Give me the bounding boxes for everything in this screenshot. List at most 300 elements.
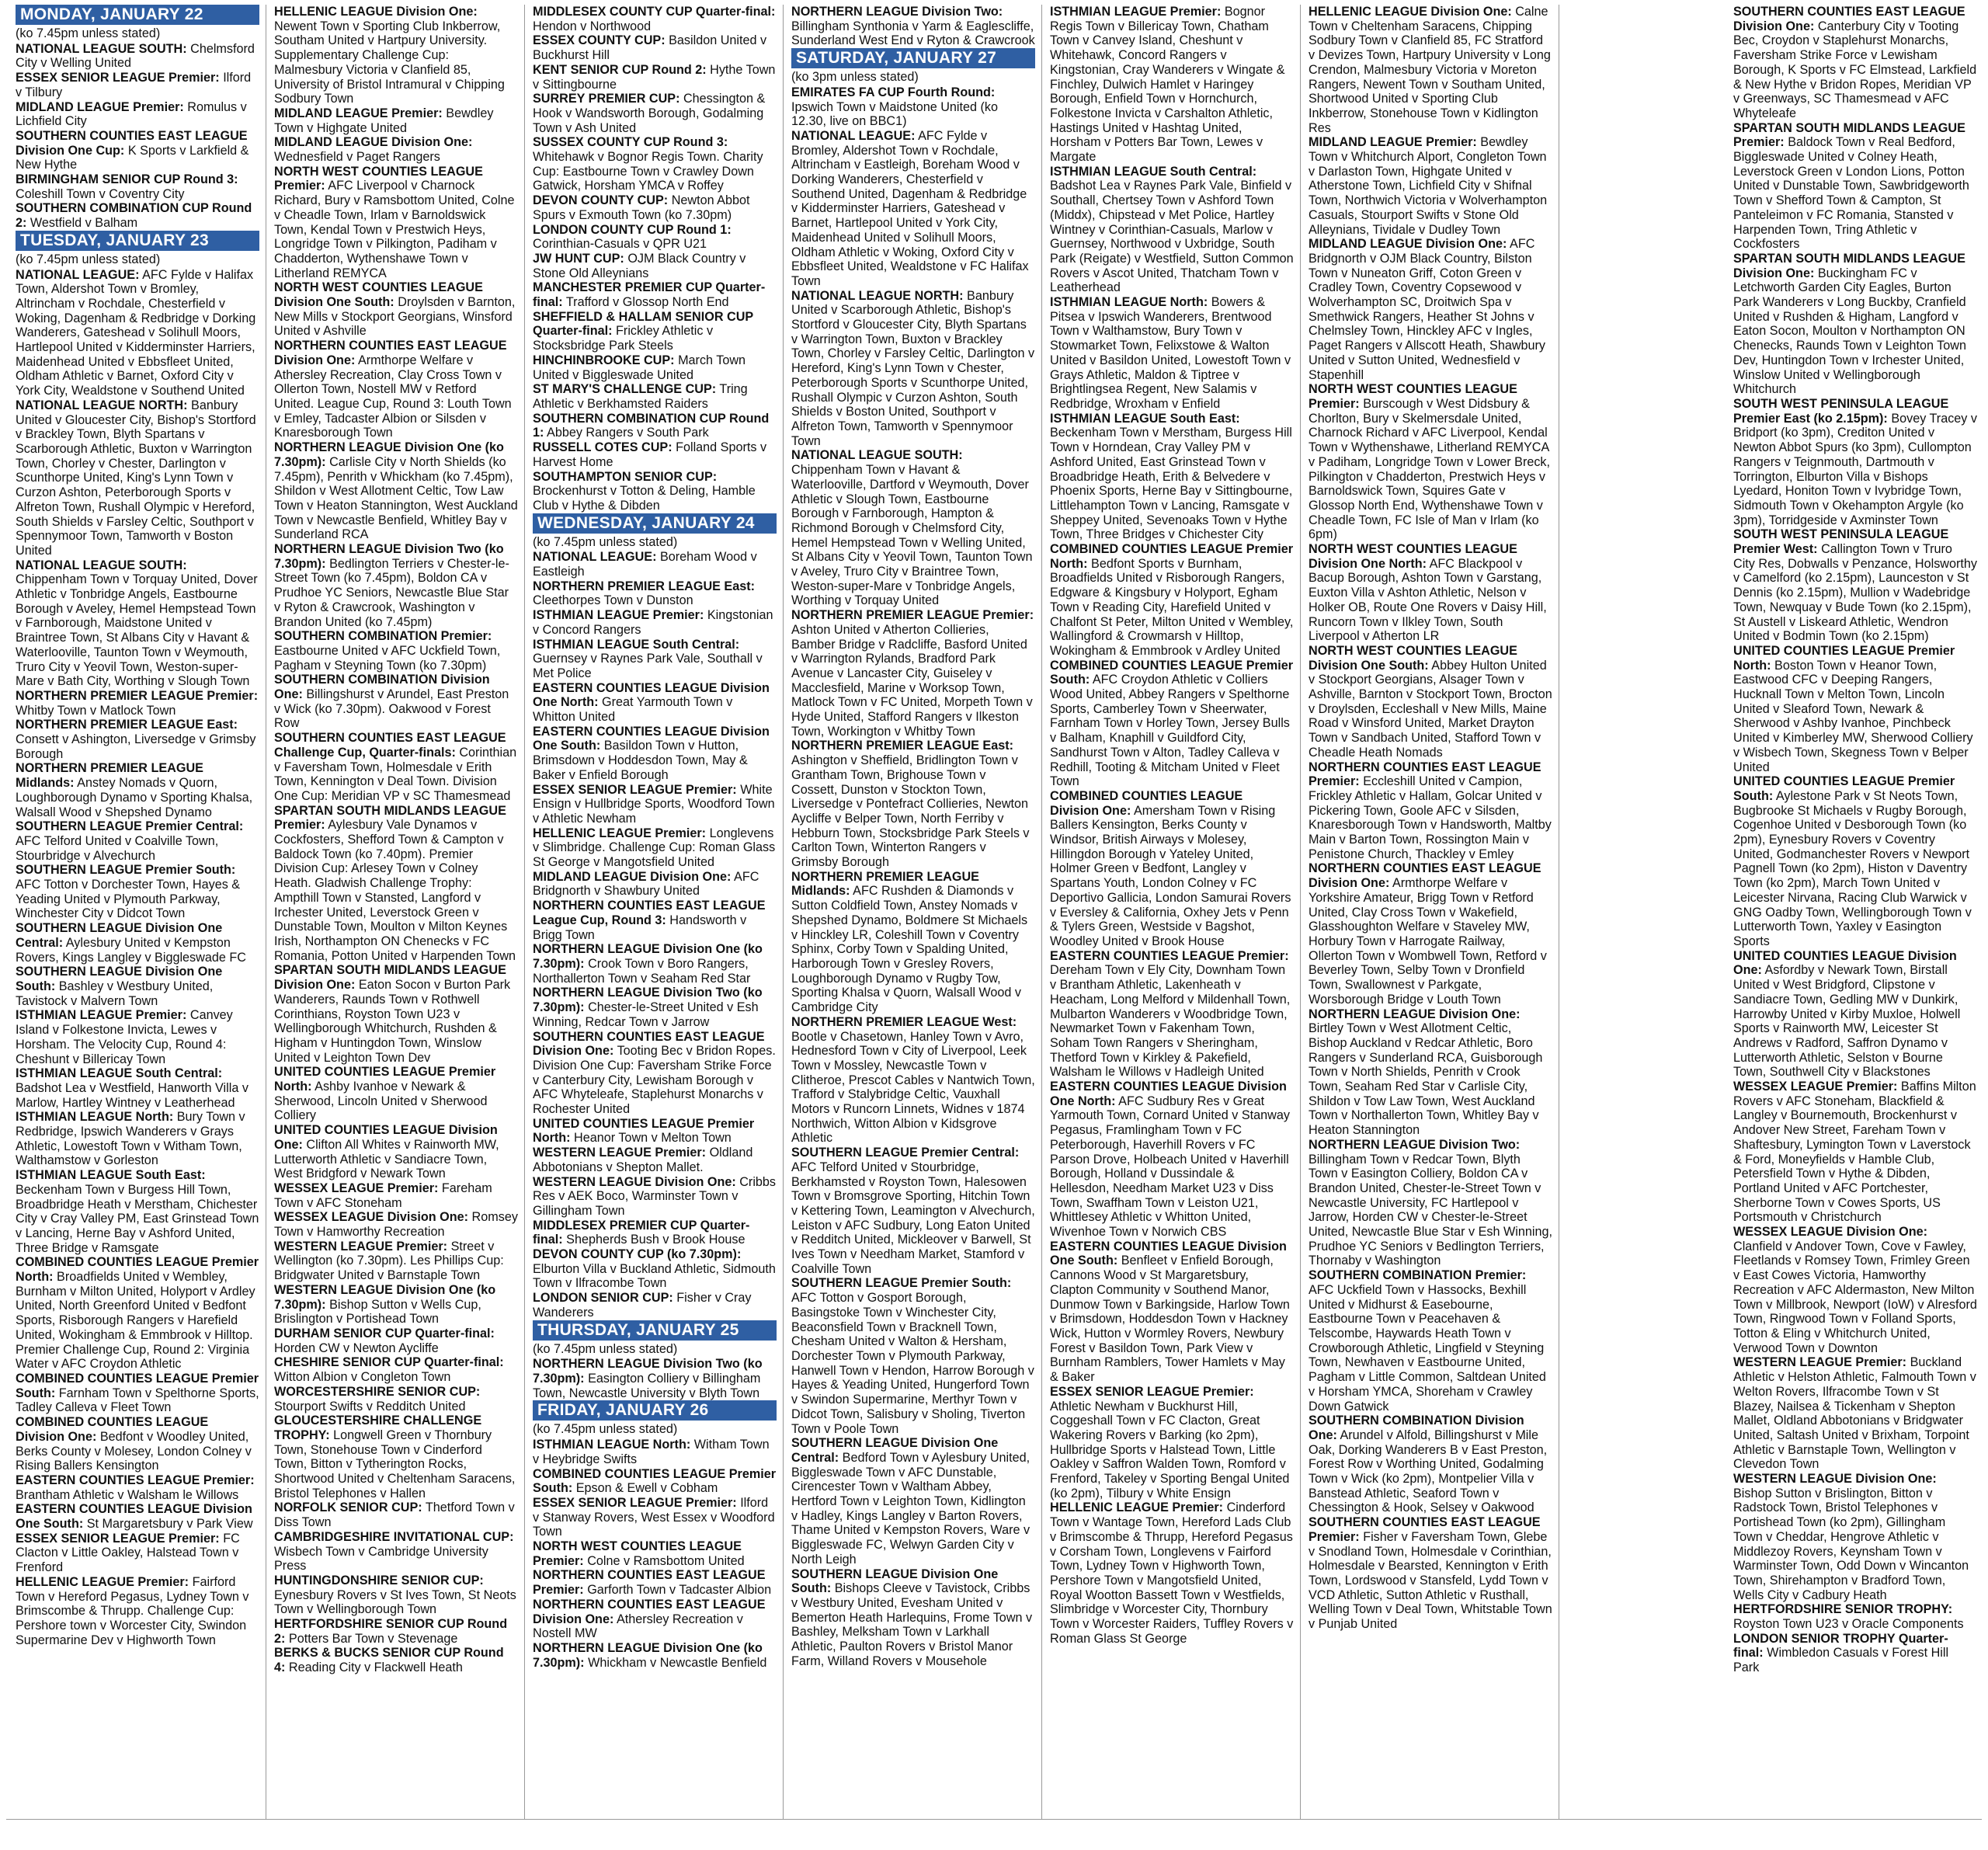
fixture-entry xyxy=(533,899,777,942)
league-name: NATIONAL LEAGUE SOUTH: xyxy=(16,558,187,572)
league-name: ISTHMIAN LEAGUE North: xyxy=(1050,295,1208,310)
league-name: SOUTHERN LEAGUE Division One South: xyxy=(791,1567,999,1596)
fixture-entry xyxy=(16,1008,259,1066)
fixture-list: Bootle v Chasetown, Hanley Town v Avro, Hednesford Town v City of Liverpool, Leek Town v Mossley, Newcastle Town v Clitheroe, Prescot Cables v Nantwich Town, Trafford v Stalybridge Celtic, Vauxhall Motors v Runcorn Linnets, Widnes v 1874 Northwich, Witton Albion v Kidsgrove Athletic xyxy=(791,1029,1035,1146)
league-name: NORTHERN LEAGUE Division One (ko 7.30pm): xyxy=(274,440,504,469)
fixture-list: Beckenham Town v Merstham, Burgess Hill Town v Horndean, Cray Valley PM v Ashford United, East Grinstead Town v Broadbridge Heath, Erith & Belvedere v Phoenix Sports, Herne Bay v Sittingbourne, Littlehampton Town v Lancing, Ramsgate v Sheppey United, Sevenoaks Town v Hythe Town, Three Bridges v Chichester City xyxy=(1050,426,1293,542)
fixture-entry xyxy=(1309,1138,1552,1268)
league-name: SOUTH WEST PENINSULA LEAGUE Premier East (ko 2.15pm): xyxy=(1733,396,1949,426)
league-name: ISTHMIAN LEAGUE Premier: xyxy=(1050,5,1222,19)
league-name: SOUTHERN COMBINATION Division One: xyxy=(274,673,490,702)
league-name: SUSSEX COUNTY CUP Round 3: xyxy=(533,135,728,150)
fixture-list: Aylesbury United v Kempston Rovers, Kings Langley v Biggleswade FC xyxy=(16,935,246,965)
fixture-list: Eaton Socon v Burton Park Wanderers, Raunds Town v Rothwell Corinthians, Royston Town U23 v Wellingborough Whitchurch, Rushden & Higham v Huntingdon Town, Winslow United v Leighton Town Dev xyxy=(274,978,511,1065)
day-heading: SATURDAY, JANUARY 27 xyxy=(791,48,1035,68)
fixture-list: Boston Town v Heanor Town, Eastwood CFC v Deeping Rangers, Hucknall Town v Melton Town, Lincoln United v Sleaford Town, Newark & Sherwood v Ashby Ivanhoe, Pinchbeck United v Kimberley MW, Sherwood Colliery v Wisbech Town, Skegness Town v Belper United xyxy=(1733,658,1973,774)
league-name: COMBINED COUNTIES LEAGUE Premier North: xyxy=(1050,542,1294,571)
fixture-list: AFC Fylde v Halifax Town, Aldershot Town v Bromley, Altrincham v Rochdale, Chesterfield v Woking, Dagenham & Redbridge v Dorking Wanderers, Gateshead v Solihull Moors, Hartlepool United v Kidderminster Harriers, Maidenhead United v Ebbsfleet United, Oldham Athletic v Barnet, Oxford City v York City, Wealdstone v Southend United xyxy=(16,267,256,398)
fixture-entry xyxy=(274,165,518,281)
league-name: NORTH WEST COUNTIES LEAGUE Division One South: xyxy=(1309,643,1517,673)
league-name: NORTHERN PREMIER LEAGUE Premier: xyxy=(16,688,259,703)
league-name: NORTH WEST COUNTIES LEAGUE Premier: xyxy=(274,164,483,193)
league-name: ST MARY'S CHALLENGE CUP: xyxy=(533,382,717,397)
league-name: WESSEX LEAGUE Division One: xyxy=(274,1210,469,1225)
fixture-entry xyxy=(533,1598,777,1641)
league-name: SURREY PREMIER CUP: xyxy=(533,92,680,106)
fixture-list: AFC Uckfield Town v Hassocks, Bexhill United v Midhurst & Easebourne, Eastbourne Town v Peacehaven & Telscombe, Haywards Heath Town v Crowborough Athletic, Lingfield v Steyning Town, Newhaven v Eastbourne United, Pagham v Little Common, Saltdean United v Horsham YMCA, Shoreham v Crawley Down Gatwick xyxy=(1309,1282,1546,1414)
fixture-list: Eastbourne United v AFC Uckfield Town, Pagham v Steyning Town (ko 7.30pm) xyxy=(274,643,501,673)
fixtures-column-4 xyxy=(791,5,1035,1668)
league-name: SOUTHERN COUNTIES EAST LEAGUE Premier: xyxy=(1309,1515,1541,1544)
fixture-list: Chelmsford City v Welling United xyxy=(16,41,255,71)
fixture-list: Asfordby v Newark Town, Birstall United v West Bridgford, Clipstone v Sandiacre Town, Gedling MW v Dunkirk, Harrowby United v Kirby Muxloe, Holwell Sports v Rainworth MW, Leicester St Andrews v Radford, Saffron Dynamo v Lutterworth Athletic, Selston v Bourne Town, Southwell City v Blackstones xyxy=(1733,963,1961,1080)
league-name: SOUTHAMPTON SENIOR CUP: xyxy=(533,469,718,484)
fixture-list: Oldland Abbotonians v Shepton Mallet. xyxy=(533,1146,753,1174)
fixture-list: Epson & Ewell v Cobham xyxy=(575,1481,718,1496)
fixture-list: Basildon United v Buckhurst Hill xyxy=(533,33,767,63)
league-name: NATIONAL LEAGUE: xyxy=(16,267,140,282)
fixture-list: Great Yarmouth Town v Whitton United xyxy=(533,695,733,725)
fixture-entry xyxy=(533,1117,777,1146)
fixture-entry xyxy=(1050,1240,1294,1385)
fixtures-column-1 xyxy=(16,5,259,1647)
fixture-list: Dereham Town v Ely City, Downham Town v Brantham Athletic, Lakenheath v Heacham, Long Melford v Mildenhall Town, Mulbarton Wanderers v Woodbridge Town, Newmarket Town v Fakenham Town, Soham Town Rangers v Sheringham, Thetford Town v Kirkley & Pakefield, Walsham le Willows v Hadleigh United xyxy=(1050,963,1291,1080)
fixture-entry xyxy=(533,1146,777,1174)
league-name: NATIONAL LEAGUE NORTH: xyxy=(791,288,964,303)
league-name: UNITED COUNTIES LEAGUE Premier South: xyxy=(1733,774,1955,803)
fixture-list: Aylestone Park v St Neots Town, Bugbrooke St Michaels v Rugby Borough, Cogenhoe United v Desborough Town (ko 2pm), Eynesbury Rovers v Coventry United, Godmanchester Rovers v Newport Pagnell Town (ko 2pm), Histon v Daventry Town (ko 2pm), March Town United v Leicester Nirvana, Racing Club Warwick v GNG Oadby Town, Wellingborough Town v Lutterworth Town, Yaxley v Easington Sports xyxy=(1733,788,1972,948)
fixture-list: Farnham Town v Spelthorne Sports, Tadley Calleva v Fleet Town xyxy=(16,1386,259,1415)
fixture-list: Wednesfield v Paget Rangers xyxy=(274,150,440,165)
fixture-entry xyxy=(1050,542,1294,659)
league-name: SOUTHERN LEAGUE Division One Central: xyxy=(791,1436,999,1465)
fixture-list: Corinthian v Faversham Town, Holmesdale v Erith Town, Kennington v Deal Town. Division One Cup: Meridian VP v SC Thamesmead xyxy=(274,745,517,803)
league-name: SOUTHERN LEAGUE Premier South: xyxy=(16,863,236,878)
fixture-entry xyxy=(1050,412,1294,542)
fixture-entry xyxy=(1733,1472,1977,1602)
league-name: NATIONAL LEAGUE: xyxy=(533,550,657,565)
fixture-entry xyxy=(1309,1515,1552,1632)
league-name: MIDLAND LEAGUE Division One: xyxy=(533,869,732,884)
league-name: CAMBRIDGESHIRE INVITATIONAL CUP: xyxy=(274,1529,514,1544)
league-name: MIDLAND LEAGUE Division One: xyxy=(1309,237,1507,252)
fixture-list: Chester-le-Street United v Esh Winning, Redcar Town v Jarrow xyxy=(533,1000,759,1029)
column-separator xyxy=(1300,5,1301,1819)
fixture-list: AFC Bridgnorth v Shawbury United xyxy=(533,869,759,899)
fixture-entry xyxy=(16,1575,259,1648)
fixture-entry xyxy=(533,1568,777,1597)
fixture-list: Canterbury City v Tooting Bec, Croydon v Staplehurst Monarchs, Faversham Strike Force v Lewisham Borough, K Sports v FC Elmstead, Larkfield & New Hythe v Bridon Ropes, Meridian VP v Greenways, SC Thamesmead v AFC Whyteleafe xyxy=(1733,19,1977,120)
fixture-entry xyxy=(16,718,259,761)
fixture-entry xyxy=(533,382,777,411)
fixture-entry xyxy=(274,106,518,135)
fixture-entry xyxy=(1733,527,1977,644)
fixture-entry xyxy=(533,942,777,986)
fixture-list: Armthorpe Welfare v Yorkshire Amateur, Brigg Town v Retford United, Clay Cross Town v Wakefield, Glasshoughton Welfare v Staveley MW, Horbury Town v Harrogate Railway, Ollerton Town v Wombwell Town, Retford v Beverley Town, Selby Town v Dronfield Town, Swallownest v Parkgate, Worsborough Bridge v Louth Town xyxy=(1309,876,1547,1007)
fixture-list: Callington Town v Truro City Res, Dobwalls v Penzance, Holsworthy v Camelford (ko 2.15pm), Launceston v St Dennis (ko 2.15pm), Mullion v Wadebridge Town, Newquay v Bude Town (ko 2.15pm), St Austell v Liskeard Athletic, Wendron United v Bodmin Town (ko 2.15pm) xyxy=(1733,542,1977,644)
fixtures-column-6 xyxy=(1309,5,1552,1632)
fixture-list: Longlevens v Slimbridge. Challenge Cup: Roman Glass St George v Mangotsfield United xyxy=(533,826,776,870)
fixture-list: Corinthian-Casuals v QPR U21 xyxy=(533,237,707,252)
fixture-entry xyxy=(16,398,259,558)
fixture-entry xyxy=(533,33,777,62)
league-name: NORTHERN LEAGUE Division Two: xyxy=(791,5,1003,19)
fixture-entry xyxy=(16,42,259,71)
fixture-entry xyxy=(274,1646,518,1674)
league-name: COMBINED COUNTIES LEAGUE Division One: xyxy=(1050,788,1243,818)
fixture-list: AFC Croydon Athletic v Colliers Wood United, Abbey Rangers v Spelthorne Sports, Camberley Town v Sheerwater, Farnham Town v Horley Town, Jersey Bulls v Balham, Knaphill v Guildford City, Sandhurst Town v Alton, Tadley Calleva v Redhill, Tooting & Mitcham United v Fleet Town xyxy=(1050,673,1290,789)
league-name: NORTHERN PREMIER LEAGUE Premier: xyxy=(791,608,1034,623)
fixture-entry xyxy=(1050,1385,1294,1501)
fixture-list: Whickham v Newcastle Benfield xyxy=(588,1655,767,1670)
fixture-entry xyxy=(274,1283,518,1327)
league-name: EMIRATES FA CUP Fourth Round: xyxy=(791,85,996,99)
fixture-list: Witton Albion v Congleton Town xyxy=(274,1370,451,1385)
league-name: ISTHMIAN LEAGUE North: xyxy=(16,1110,174,1125)
league-name: COMBINED COUNTIES LEAGUE Premier South: xyxy=(533,1466,777,1496)
league-name: ISTHMIAN LEAGUE South Central: xyxy=(533,637,740,652)
fixture-entry xyxy=(1309,861,1552,1007)
fixture-entry xyxy=(1733,1225,1977,1355)
fixture-list: Ashby Ivanhoe v Newark & Sherwood, Lincoln United v Sherwood Colliery xyxy=(274,1080,488,1123)
league-name: SPARTAN SOUTH MIDLANDS LEAGUE Division One: xyxy=(274,963,506,993)
league-name: NORTHERN COUNTIES EAST LEAGUE Division One: xyxy=(533,1597,766,1626)
fixture-entry xyxy=(1050,295,1294,412)
fixture-list: Anstey Nomads v Quorn, Loughborough Dynamo v Sporting Khalsa, Walsall Wood v Shepshed Dynamo xyxy=(16,776,253,819)
league-name: SOUTHERN COMBINATION CUP Round 1: xyxy=(533,411,770,440)
league-name: HERTFORDSHIRE SENIOR CUP Round 2: xyxy=(274,1617,508,1646)
fixture-list: Abbey Rangers v South Park xyxy=(547,426,709,440)
league-name: SPARTAN SOUTH MIDLANDS LEAGUE Premier: xyxy=(274,803,506,833)
fixture-list: Ipswich Town v Maidstone United (ko 12.30, live on BBC1) xyxy=(791,99,999,129)
fixture-list: Brockenhurst v Totton & Deling, Hamble Club v Hythe & Dibden xyxy=(533,484,756,513)
fixture-list: Bishop Sutton v Wells Cup, Brislington v Portishead Town xyxy=(274,1297,481,1327)
fixture-list: Bedford Town v Aylesbury United, Biggleswade Town v AFC Dunstable, Cirencester Town v Waltham Abbey, Hertford Town v Leighton Town, Kidlington v Hadley, Kings Langley v Barton Rovers, Thame United v Kempston Rovers, Ware v Biggleswade FC, Welwyn Garden City v North Leigh xyxy=(791,1450,1030,1567)
fixture-entry xyxy=(1733,5,1977,121)
fixture-list: Calne Town v Cheltenham Saracens, Chipping Sodbury Town v Clanfield 85, FC Stratford v Devizes Town, Hartpury University v Long Crendon, Malmesbury Victoria v Moreton Rangers, Newent Town v Southam United, Shortwood United v Sporting Club Inkberrow, Stonehouse Town v Kidlington Res xyxy=(1309,5,1551,135)
fixture-entry xyxy=(533,579,777,608)
fixture-entry xyxy=(1309,1414,1552,1515)
fixture-entry xyxy=(274,1210,518,1239)
league-name: ESSEX SENIOR LEAGUE Premier: xyxy=(16,1531,220,1546)
league-name: SHEFFIELD & HALLAM SENIOR CUP Quarter-final: xyxy=(533,309,753,339)
fixture-entry xyxy=(791,5,1035,48)
league-name: HUNTINGDONSHIRE SENIOR CUP: xyxy=(274,1573,484,1587)
league-name: SOUTHERN COMBINATION Division One: xyxy=(1309,1414,1524,1442)
fixture-list: AFC Rushden & Diamonds v Sutton Coldfield Town, Anstey Nomads v Shepshed Dynamo, Boldmere St Michaels v Hinckley LR, Coleshill Town v Coventry Sphinx, Corby Town v Spalding United, Harborough Town v Gresley Rovers, Loughborough Dynamo v Rugby Tow, Sporting Khalsa v Quorn, Walsall Wood v Cambridge City xyxy=(791,884,1028,1015)
fixture-entry xyxy=(274,804,518,964)
fixture-list: Bishop Sutton v Brislington, Bitton v Radstock Town, Bristol Telephones v Portishead Town (ko 2pm), Gillingham Town v Cheddar, Hengrove Athletic v Middlezoy Rovers, Keynsham Town v Warminster Town, Odd Down v Wincanton Town, Shirehampton v Bradford Town, Wells City v Cadbury Heath xyxy=(1733,1486,1969,1602)
fixture-entry xyxy=(16,921,259,965)
fixture-list: Romulus v Lichfield City xyxy=(16,99,247,129)
fixture-list: Handsworth v Brigg Town xyxy=(533,913,747,942)
fixture-entry xyxy=(1309,1007,1552,1138)
fixture-list: Bishops Cleeve v Tavistock, Cribbs v Westbury United, Evesham United v Bemerton Heath Harlequins, Frome Town v Bashley, Melksham Town v Larkhall Athletic, Paulton Rovers v Bristol Manor Farm, Willand Rovers v Mousehole xyxy=(791,1581,1033,1668)
fixture-list: Broadfields United v Wembley, Burnham v Milton United, Holyport v Ardley United, North Greenford United v Bedfont Sports, Risborough Rangers v Harefield United, Wokingham & Emmbrook v Hilltop. Premier Challenge Cup, Round 2: Virginia Water v AFC Croydon Athletic xyxy=(16,1270,255,1372)
fixture-list: St Margaretsbury v Park View xyxy=(86,1517,253,1532)
fixture-list: Newton Abbot Spurs v Exmouth Town (ko 7.30pm) xyxy=(533,193,750,222)
league-name: NORFOLK SENIOR CUP: xyxy=(274,1501,422,1515)
league-name: MIDLAND LEAGUE Premier: xyxy=(1309,135,1477,150)
fixture-list: Fisher v Faversham Town, Glebe v Snodland Town, Holmesdale v Corinthian, Holmesdale v Bearsted, Kennington v Erith Town, Lordswood v Stansfeld, Lydd Town v VCD Athletic, Sutton Athletic v Rusthall, Welling Town v Deal Town, Whitstable Town v Punjab United xyxy=(1309,1529,1552,1632)
fixture-entry xyxy=(1309,1268,1552,1414)
fixture-list: Bewdley Town v Highgate United xyxy=(274,106,494,135)
fixture-list: Cleethorpes Town v Dunston xyxy=(533,593,693,608)
league-name: LONDON SENIOR CUP: xyxy=(533,1291,673,1306)
fixture-entry xyxy=(274,1065,518,1123)
fixture-list: Guernsey v Raynes Park Vale, Southall v Met Police xyxy=(533,652,763,680)
league-name: SOUTHERN COMBINATION Premier: xyxy=(1309,1268,1527,1283)
fixture-entry xyxy=(1309,644,1552,760)
league-name: NORTHERN PREMIER LEAGUE West: xyxy=(791,1014,1017,1029)
bottom-rule xyxy=(6,1819,1982,1820)
fixture-list: Brantham Athletic v Walsham le Willows xyxy=(16,1487,239,1502)
fixture-list: Ashton United v Atherton Collieries, Bamber Bridge v Radcliffe, Basford United v Warrington Rylands, Bradford Park Avenue v Lancaster City, Guiseley v Macclesfield, Marine v Worksop Town, Matlock Town v FC United, Morpeth Town v Hyde United, Stafford Rangers v Ilkeston Town, Workington v Whitby Town xyxy=(791,622,1033,739)
fixture-entry xyxy=(16,268,259,398)
fixture-list: Bedfont v Woodley United, Berks County v Molesey, London Colney v Rising Ballers Kensington xyxy=(16,1429,252,1473)
fixture-entry xyxy=(533,1357,777,1400)
fixture-list: Hythe Town v Sittingbourne xyxy=(533,62,776,92)
league-name: BIRMINGHAM SENIOR CUP Round 3: xyxy=(16,172,238,187)
fixture-list: Reading City v Flackwell Heath xyxy=(288,1660,463,1675)
fixture-list: Buckland Athletic v Helston Athletic, Falmouth Town v Welton Rovers, Ilfracombe Town v St Blazey, Nailsea & Tickenham v Shepton Mallet, Oldland Abbotonians v Bridgwater United, Saltash United v Brixham, Torpoint Athletic v Barnstaple Town, Wellington v Clevedon Town xyxy=(1733,1355,1976,1472)
fixture-list: K Sports v Larkfield & New Hythe xyxy=(16,143,249,172)
fixtures-column-7 xyxy=(1733,5,1977,1675)
league-name: HELLENIC LEAGUE Premier: xyxy=(533,826,707,840)
fixture-entry xyxy=(16,1532,259,1575)
fixture-entry xyxy=(16,689,259,718)
day-heading: THURSDAY, JANUARY 25 xyxy=(533,1320,777,1341)
fixture-list: Benfleet v Enfield Borough, Cannons Wood v St Margaretsbury, Clapton Community v Southend Manor, Dunmow Town v Barkingside, Harlow Town v Brimsdown, Hoddesdon Town v Hackney Wick, Hutton v Wormley Rovers, Newbury Forest v Basildon Town, Park View v Burnham Ramblers, Tower Hamlets v May & Baker xyxy=(1050,1254,1290,1385)
fixture-entry xyxy=(1050,789,1294,949)
league-name: ISTHMIAN LEAGUE Premier: xyxy=(533,608,704,623)
fixture-entry xyxy=(274,339,518,440)
fixture-list: Carlisle City v North Shields (ko 7.45pm), Penrith v Whickham (ko 7.45pm), Shildon v West Allotment Celtic, Tow Law Town v Heaton Stannington, West Auckland Town v Newcastle Benfield, Whitley Bay v Sunderland RCA xyxy=(274,454,518,542)
fixture-entry xyxy=(533,353,777,382)
fixture-list: AFC Bridgnorth v OJM Black Country, Bilston Town v Nuneaton Griff, Coton Green v Cradley Town, Coventry Copsewood v Wolverhampton SC, Droitwich Spa v Smethwick Rangers, Heather St Johns v Chelmsley Town, Hinckley AFC v Ingles, Paget Rangers v Allscott Heath, Shawbury United v Sutton United, Wednesfield v Stapenhill xyxy=(1309,237,1546,382)
day-heading: MONDAY, JANUARY 22 xyxy=(16,5,259,25)
fixture-entry xyxy=(16,1473,259,1502)
fixture-list: Elburton Villa v Buckland Athletic, Sidmouth Town v Ilfracombe Town xyxy=(533,1261,776,1291)
kickoff-note: (ko 7.45pm unless stated) xyxy=(16,252,161,266)
fixture-list: Badshot Lea v Westfield, Hanworth Villa v Marlow, Hartley Wintney v Leatherhead xyxy=(16,1080,248,1110)
fixture-list: Eynesbury Rovers v St Ives Town, St Neots Town v Wellingborough Town xyxy=(274,1587,516,1617)
fixture-entry xyxy=(274,542,518,629)
fixture-list: Romsey Town v Hamworthy Recreation xyxy=(274,1210,518,1240)
fixture-entry xyxy=(533,92,777,135)
league-name: SOUTHERN COUNTIES EAST LEAGUE Division One: xyxy=(533,1029,765,1059)
fixture-entry xyxy=(533,986,777,1029)
fixture-entry xyxy=(1733,1632,1977,1675)
fixture-entry xyxy=(274,440,518,542)
fixture-list: Hendon v Northwood xyxy=(533,19,652,33)
fixture-entry xyxy=(274,5,518,106)
fixture-list: Horden CW v Newton Aycliffe xyxy=(274,1341,439,1355)
fixture-list: Thetford Town v Diss Town xyxy=(274,1501,515,1530)
fixture-list: Westfield v Balham xyxy=(30,216,138,231)
league-name: NORTHERN LEAGUE Division One (ko 7.30pm): xyxy=(533,1640,763,1670)
league-name: LONDON SENIOR TROPHY Quarter-final: xyxy=(1733,1631,1948,1660)
fixture-list: Bedfont Sports v Burnham, Broadfields United v Risborough Rangers, Edgware & Kingsbury v Holyport, Egham Town v Reading City, Harefield United v Chalfont St Peter, Milton United v Wembley, Wallingford & Crowmarsh v Hilltop, Wokingham & Emmbrook v Ardley United xyxy=(1050,556,1294,658)
fixture-list: Badshot Lea v Raynes Park Vale, Binfield v Southall, Chertsey Town v Ashford Town (Middx), Chipstead v Met Police, Hartley Wintney v Corinthian-Casuals, Marlow v Guernsey, Northwood v Uxbridge, South Park (Reigate) v Westfield, Sutton Common Rovers v Ascot United, Thatcham Town v Leatherhead xyxy=(1050,179,1294,295)
league-name: ISTHMIAN LEAGUE South Central: xyxy=(16,1066,223,1081)
fixture-entry xyxy=(1050,1080,1294,1240)
league-name: BERKS & BUCKS SENIOR CUP Round 4: xyxy=(274,1646,504,1675)
fixture-list: AFC Sudbury Res v Great Yarmouth Town, Cornard United v Stanway Pegasus, Framlingham Town v FC Peterborough, Haverhill Rovers v FC Parson Drove, Holbeach United v Haverhill Borough, Holland v Dussindale & Hellesdon, Needham Market U23 v Diss Town, Swaffham Town v Leiston U21, Whittlesey Athletic v Whitton United, Wivenhoe Town v Norwich CBS xyxy=(1050,1094,1290,1240)
fixture-entry xyxy=(1050,949,1294,1080)
fixture-list: Longwell Green v Thornbury Town, Stonehouse Town v Cinderford Town, Bitton v Tytherington Rocks, Shortwood United v Cheltenham Saracens, Bristol Telephones v Hallen xyxy=(274,1427,516,1501)
league-name: WESSEX LEAGUE Division One: xyxy=(1733,1225,1928,1240)
day-heading: FRIDAY, JANUARY 26 xyxy=(533,1400,777,1421)
fixture-list: Aylesbury Vale Dynamos v Cockfosters, Shefford Town & Campton v Baldock Town (ko 7.40pm). Premier Division Cup: Arlesey Town v Colney Heath. Gladwish Challenge Trophy: Ampthill Town v Stansted, Langford v Irchester United, Leverstock Green v Dunstable Town, Moulton v Milton Keynes Irish, Northampton ON Chenecks v FC Romania, Potton United v Harpenden Town xyxy=(274,818,516,963)
kickoff-note: (ko 7.45pm unless stated) xyxy=(533,1422,678,1437)
fixture-list: Folland Sports v Harvest Home xyxy=(533,440,767,469)
fixtures-column-3 xyxy=(533,5,777,1670)
league-name: HELLENIC LEAGUE Division One: xyxy=(1309,5,1512,19)
fixture-entry xyxy=(533,310,777,353)
fixture-entry xyxy=(274,1414,518,1501)
fixture-entry xyxy=(1050,5,1294,165)
fixture-entry xyxy=(533,783,777,826)
fixture-list: Clanfield v Andover Town, Cove v Fawley, Fleetlands v Romsey Town, Frimley Green v East Cowes Victoria, Hamworthy Recreation v AFC Aldermaston, New Milton Town v Millbrook, Newport (IoW) v Alresford Town, Ringwood Town v Folland Sports, Totton & Eling v Whitchurch United, Verwood Town v Downton xyxy=(1733,1239,1977,1355)
fixture-entry xyxy=(274,731,518,804)
league-name: SOUTHERN LEAGUE Premier Central: xyxy=(16,819,244,834)
fixture-entry xyxy=(791,739,1035,869)
fixture-list: Amersham Town v Rising Ballers Kensington, Berks County v Windsor, British Airways v Molesey, Hillingdon Borough v Yateley United, Holmer Green v Bedfont, Langley v Spartans Youth, London Colney v FC Deportivo Gallicia, London Samurai Rovers v Eversley & California, Oxhey Jets v Penn & Tylers Green, Westside v Bagshot, Woodley United v Brook House xyxy=(1050,803,1291,948)
league-name: NORTHERN LEAGUE Division Two (ko 7.30pm): xyxy=(274,542,504,571)
fixture-list: Wisbech Town v Cambridge University Press xyxy=(274,1544,488,1574)
fixture-entry xyxy=(791,1436,1035,1567)
fixture-list: Ashington v Sheffield, Bridlington Town v Grantham Town, Brighouse Town v Cossett, Dunston v Stockton Town, Liversedge v Pontefract Collieries, Newton Aycliffe v Belper Town, North Ferriby v Hebburn Town, Stocksbridge Park Steels v Carlton Town, Winterton Rangers v Grimsby Borough xyxy=(791,753,1030,870)
fixture-entry xyxy=(1733,397,1977,527)
kickoff-note: (ko 7.45pm unless stated) xyxy=(533,1341,678,1356)
fixture-entry xyxy=(533,193,777,222)
fixture-list: Athletic Newham v Buckhurst Hill, Coggeshall Town v FC Clacton, Great Wakering Rovers v Barking (ko 2pm), Hullbridge Sports v Halstead Town, Little Oakley v Saffron Walden Town, Romford v Frenford, Takeley v Sporting Bengal United (ko 2pm), Tilbury v White Ensign xyxy=(1050,1399,1290,1501)
kickoff-note: (ko 3pm unless stated) xyxy=(791,70,919,85)
league-name: NATIONAL LEAGUE: xyxy=(791,128,916,143)
fixture-entry xyxy=(533,1247,777,1291)
league-name: WESSEX LEAGUE Premier: xyxy=(274,1181,439,1195)
league-name: NATIONAL LEAGUE SOUTH: xyxy=(16,41,187,56)
league-name: NORTHERN PREMIER LEAGUE East: xyxy=(533,579,756,593)
fixture-list: Bovey Tracey v Bridport (ko 3pm), Crediton United v Newton Abbot Spurs (ko 3pm), Cullompton Rangers v Teignmouth, Dartmouth v Torrington, Elburton Villa v Bishops Lyedard, Honiton Town v Ivybridge Town, Sidmouth Town v Okehampton Argyle (ko 3pm), Torridgeside v Axminster Town xyxy=(1733,411,1977,527)
fixture-entry xyxy=(1050,165,1294,295)
league-name: ESSEX SENIOR LEAGUE Premier: xyxy=(16,71,220,85)
league-name: NORTH WEST COUNTIES LEAGUE Premier: xyxy=(1309,382,1517,411)
fixture-list: Witham Town v Heybridge Swifts xyxy=(533,1438,770,1466)
fixture-entry xyxy=(533,1539,777,1568)
league-name: NORTHERN LEAGUE Division Two (ko 7.30pm): xyxy=(533,986,763,1015)
fixture-list: Baffins Milton Rovers v AFC Stoneham, Blackfield & Langley v Bournemouth, Brockenhurst v Andover New Street, Fareham Town v Shaftesbury, Lymington Town v Laverstock & Ford, Moneyfields v Hamble Club, Petersfield Town v Hythe & Dibden, Portland United v AFC Portchester, Sherborne Town v Cowes Sports, US Portsmouth v Christchurch xyxy=(1733,1080,1976,1225)
fixture-entry xyxy=(274,1355,518,1384)
fixture-entry xyxy=(16,172,259,201)
league-name: NORTHERN LEAGUE Division Two: xyxy=(1309,1137,1521,1152)
fixture-list: OJM Black Country v Stone Old Alleynians xyxy=(533,251,746,280)
fixture-entry xyxy=(274,673,518,731)
fixture-entry xyxy=(533,252,777,280)
league-name: COMBINED COUNTIES LEAGUE Premier North: xyxy=(16,1255,259,1285)
fixture-entry xyxy=(16,201,259,230)
league-name: NATIONAL LEAGUE SOUTH: xyxy=(791,448,963,463)
day-heading: TUESDAY, JANUARY 23 xyxy=(16,231,259,251)
league-name: WESTERN LEAGUE Premier: xyxy=(533,1146,707,1160)
kickoff-note: (ko 7.45pm unless stated) xyxy=(533,534,678,549)
fixture-list: FC Clacton v Little Oakley, Halstead Town v Frenford xyxy=(16,1531,240,1575)
fixture-entry xyxy=(1050,1501,1294,1646)
fixture-list: Coleshill Town v Coventry City xyxy=(16,186,185,201)
league-name: HINCHINBROOKE CUP: xyxy=(533,353,675,367)
fixture-list: Heanor Town v Melton Town xyxy=(574,1131,732,1146)
league-name: COMBINED COUNTIES LEAGUE Premier South: xyxy=(16,1371,259,1400)
fixture-entry xyxy=(533,826,777,870)
fixture-entry xyxy=(533,725,777,783)
fixture-entry xyxy=(1733,1602,1977,1631)
fixture-list: Billingham Synthonia v Yarm & Eaglescliffe, Sunderland West End v Ryton & Crawcrook xyxy=(791,19,1035,48)
fixture-entry xyxy=(1309,237,1552,382)
league-name: NORTH WEST COUNTIES LEAGUE Division One South: xyxy=(274,280,483,310)
league-name: SOUTHERN COUNTIES EAST LEAGUE Division One: xyxy=(1733,5,1965,33)
fixture-list: Beckenham Town v Burgess Hill Town, Broadbridge Heath v Merstham, Chichester City v Cray Valley PM, East Grinstead Town v Lancing, Herne Bay v Ashford United, Three Bridge v Ramsgate xyxy=(16,1182,259,1255)
fixture-list: Royston Town U23 v Oracle Components xyxy=(1733,1617,1964,1632)
league-name: HERTFORDSHIRE SENIOR TROPHY: xyxy=(1733,1602,1953,1617)
league-name: COMBINED COUNTIES LEAGUE Premier South: xyxy=(1050,658,1294,687)
fixture-entry xyxy=(274,1574,518,1617)
fixture-entry xyxy=(791,1146,1035,1276)
fixture-list: Fairford Town v Hereford Pegasus, Lydney Town v Brimscombe & Thrupp. Challenge Cup: Pershore town v Worcester City, Swindon Supermarine Dev v Highworth Town xyxy=(16,1574,249,1647)
fixture-entry xyxy=(16,1415,259,1473)
fixture-entry xyxy=(533,550,777,579)
league-name: HELLENIC LEAGUE Division One: xyxy=(274,5,478,19)
league-name: EASTERN COUNTIES LEAGUE Division One South: xyxy=(1050,1239,1287,1268)
fixture-entry xyxy=(16,100,259,129)
fixture-list: Chessington & Hook v Wandsworth Borough, Godalming Town v Ash United xyxy=(533,92,766,135)
fixture-list: Droylsden v Barnton, New Mills v Stockport Georgians, Winsford United v Ashville xyxy=(274,295,516,339)
league-name: SOUTHERN LEAGUE Premier South: xyxy=(791,1276,1012,1291)
fixture-entry xyxy=(274,629,518,673)
column-separator xyxy=(524,5,525,1819)
fixture-entry xyxy=(1309,542,1552,644)
league-name: NORTHERN PREMIER LEAGUE East: xyxy=(16,718,238,732)
league-name: ISTHMIAN LEAGUE North: xyxy=(533,1438,691,1452)
fixture-entry xyxy=(791,1015,1035,1146)
fixture-list: Kingstonian v Concord Rangers xyxy=(533,608,773,637)
fixture-list: Colne v Ramsbottom United xyxy=(587,1553,745,1568)
fixture-entry xyxy=(533,470,777,513)
fixture-entry xyxy=(791,608,1035,739)
league-name: NORTHERN PREMIER LEAGUE Midlands: xyxy=(16,761,203,791)
league-name: WESSEX LEAGUE Premier: xyxy=(1733,1080,1898,1094)
kickoff-note: (ko 7.45pm unless stated) xyxy=(16,26,161,40)
fixture-entry xyxy=(16,71,259,99)
day-heading: WEDNESDAY, JANUARY 24 xyxy=(533,513,777,534)
fixture-list: Athersley Recreation v Nostell MW xyxy=(533,1612,743,1641)
fixture-entry xyxy=(1050,659,1294,789)
fixture-list: Baldock Town v Real Bedford, Biggleswade United v Colney Heath, Leverstock Green v London Lions, Potton United v Dunstable Town, Sawbridgeworth Town v Shefford Town & Campton, St Panteleimon v FC Romania, Stansted v Harpenden Town, Tring Athletic v Cockfosters xyxy=(1733,135,1969,252)
league-name: NORTHERN COUNTIES EAST LEAGUE League Cup, Round 3: xyxy=(533,899,766,927)
league-name: NORTHERN LEAGUE Division One: xyxy=(1309,1007,1521,1021)
fixture-list: Basildon Town v Hutton, Brimsdown v Hoddesdon Town, May & Baker v Enfield Borough xyxy=(533,739,748,782)
fixture-list: Garforth Town v Tadcaster Albion xyxy=(587,1583,772,1598)
fixture-list: Fisher v Cray Wanderers xyxy=(533,1291,752,1320)
fixture-list: Tring Athletic v Berkhamsted Raiders xyxy=(533,382,748,411)
fixture-list: Canvey Island v Folkestone Invicta, Lewes v Horsham. The Velocity Cup, Round 4: Cheshunt v Billericay Town xyxy=(16,1008,233,1066)
league-name: ESSEX COUNTY CUP: xyxy=(533,33,666,48)
fixture-entry xyxy=(533,135,777,193)
league-name: EASTERN COUNTIES LEAGUE Division One South: xyxy=(16,1502,252,1532)
fixture-entry xyxy=(274,1123,518,1181)
league-name: DEVON COUNTY CUP (ko 7.30pm): xyxy=(533,1247,742,1262)
league-name: ISTHMIAN LEAGUE South East: xyxy=(16,1168,206,1183)
